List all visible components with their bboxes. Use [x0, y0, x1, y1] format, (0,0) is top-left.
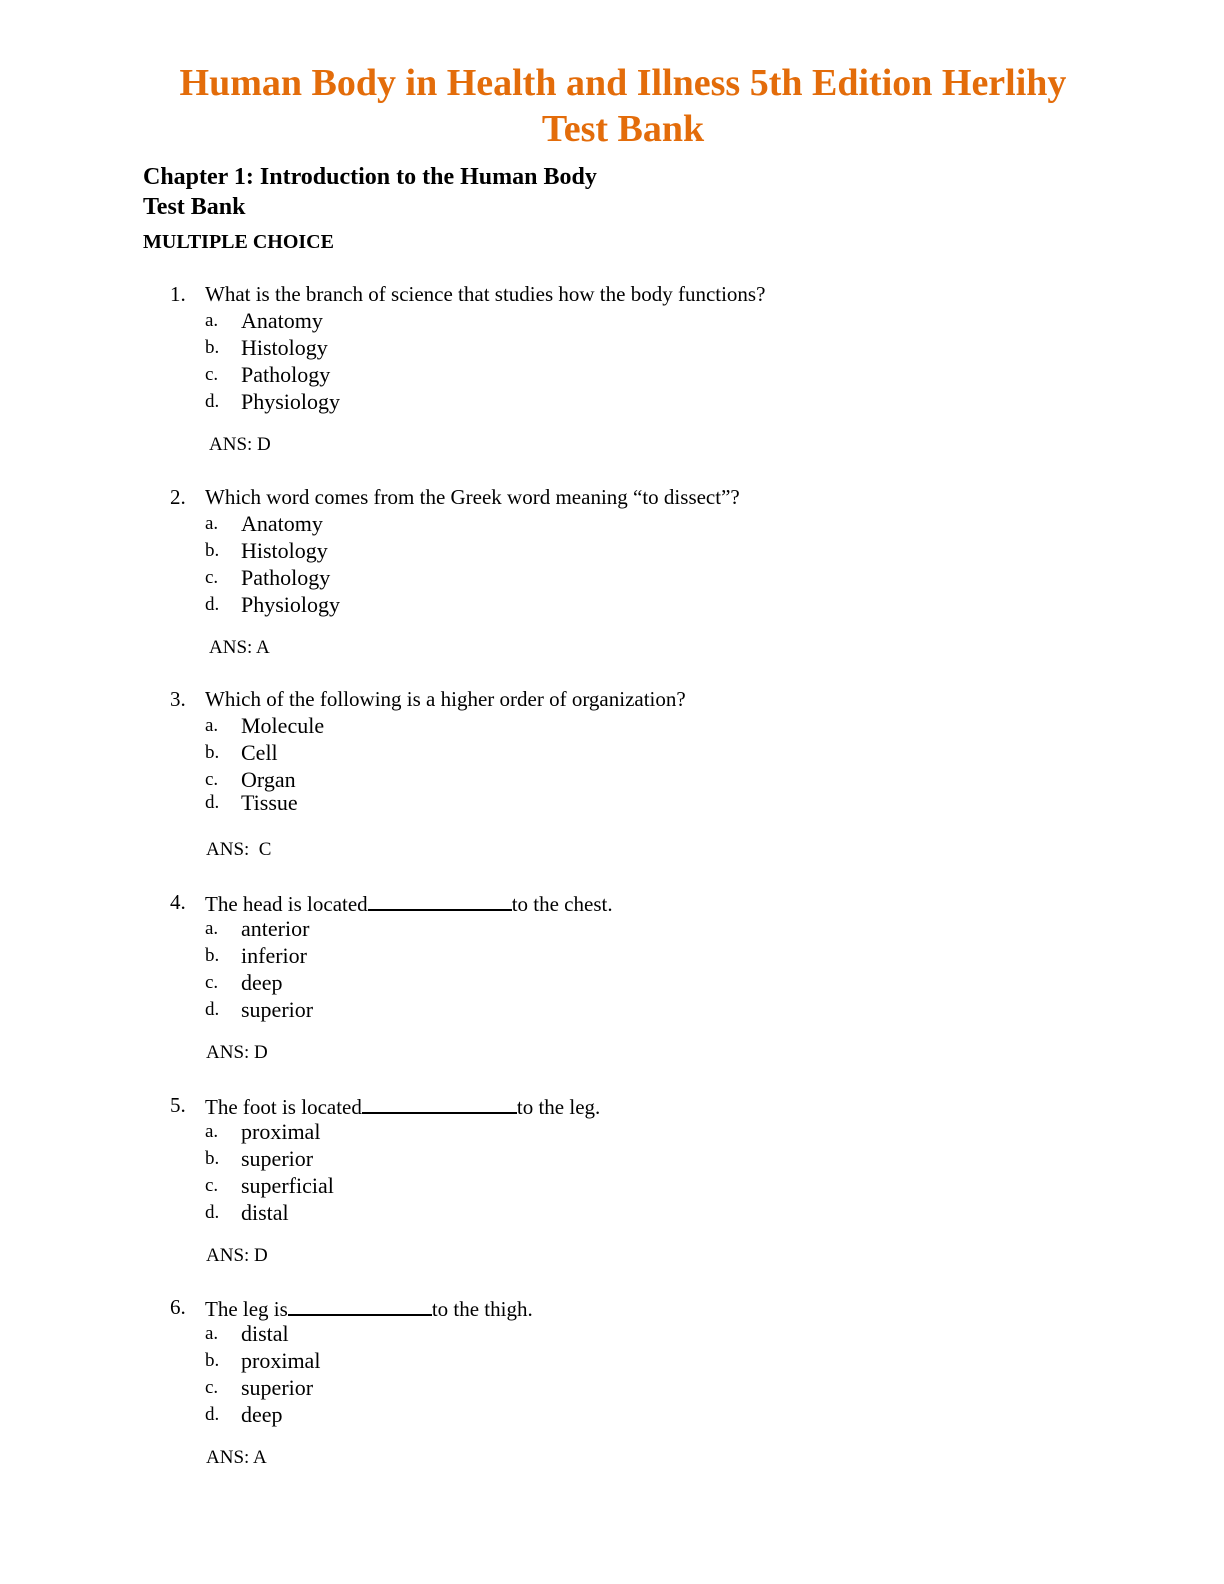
question-number: 5.: [170, 1093, 186, 1117]
fill-in-blank: [362, 1092, 517, 1114]
document-title: [100, 60, 1146, 152]
option-letter: a.: [205, 1323, 219, 1344]
option-text: proximal: [241, 1119, 321, 1144]
option-text: distal: [241, 1321, 289, 1346]
option-letter: a.: [205, 310, 219, 331]
option-letter: c.: [205, 1175, 219, 1196]
question-stem: Which word comes from the Greek word meaning “to dissect”?: [205, 485, 740, 509]
option-text: Anatomy: [241, 308, 323, 333]
answer-key: ANS: A: [206, 1447, 267, 1468]
option-letter: c.: [205, 364, 219, 385]
option-text: distal: [241, 1200, 289, 1225]
option-text: superficial: [241, 1173, 334, 1198]
option-text: Molecule: [241, 713, 325, 738]
option-text: superior: [241, 1146, 314, 1171]
option-letter: b.: [205, 945, 220, 966]
question-stem-after: to the chest.: [511, 892, 613, 916]
option-letter: b.: [205, 337, 220, 358]
option-text: Pathology: [241, 362, 331, 387]
option-text: Histology: [241, 335, 328, 360]
chapter-subtitle: Test Bank: [143, 194, 246, 220]
option-text: superior: [241, 1375, 314, 1400]
option-letter: c.: [205, 972, 219, 993]
answer-key: ANS: C: [206, 839, 272, 860]
question-stem-before: The leg is: [205, 1297, 288, 1321]
option-letter: d.: [205, 594, 220, 615]
question-number: 3.: [170, 687, 186, 711]
option-letter: d.: [205, 792, 220, 813]
option-letter: c.: [205, 769, 219, 790]
option-letter: a.: [205, 513, 219, 534]
option-letter: a.: [205, 715, 219, 736]
answer-key: ANS: A: [209, 637, 270, 658]
option-text: deep: [241, 1402, 283, 1427]
option-text: superior: [241, 997, 314, 1022]
answer-key: ANS: D: [206, 1042, 268, 1063]
question-stem-before: The head is located: [205, 892, 368, 916]
option-letter: b.: [205, 742, 220, 763]
chapter-heading: [143, 162, 597, 222]
fill-in-blank: [368, 889, 512, 911]
question-stem-before: The foot is located: [205, 1095, 362, 1119]
answer-key: ANS: D: [209, 434, 271, 455]
chapter-title: Chapter 1: Introduction to the Human Body: [143, 164, 597, 190]
question-number: 1.: [170, 282, 186, 306]
option-text: Histology: [241, 538, 328, 563]
option-text: Cell: [241, 740, 278, 765]
option-letter: d.: [205, 1404, 220, 1425]
option-letter: b.: [205, 1148, 220, 1169]
question-number: 6.: [170, 1295, 186, 1319]
option-text: proximal: [241, 1348, 321, 1373]
option-text: Physiology: [241, 592, 341, 617]
title-line-1: Human Body in Health and Illness 5th Edition Herlihy: [179, 62, 1067, 104]
option-text: deep: [241, 970, 283, 995]
fill-in-blank: [288, 1294, 432, 1316]
option-text: Physiology: [241, 389, 341, 414]
question-stem: What is the branch of science that studies how the body functions?: [205, 282, 766, 306]
option-text: Tissue: [241, 790, 298, 815]
option-letter: d.: [205, 1202, 220, 1223]
title-line-2: Test Bank: [541, 108, 705, 150]
question-stem: Which of the following is a higher order of organization?: [205, 687, 686, 711]
option-text: Anatomy: [241, 511, 323, 536]
option-letter: c.: [205, 1377, 219, 1398]
option-letter: d.: [205, 391, 220, 412]
question-stem: [205, 1092, 600, 1120]
question-stem-after: to the leg.: [516, 1095, 601, 1119]
answer-key: ANS: D: [206, 1245, 268, 1266]
option-letter: a.: [205, 918, 219, 939]
option-letter: c.: [205, 567, 219, 588]
option-letter: b.: [205, 540, 220, 561]
question-stem: [205, 889, 613, 917]
section-heading: MULTIPLE CHOICE: [143, 231, 334, 253]
option-text: inferior: [241, 943, 307, 968]
question-stem-after: to the thigh.: [431, 1297, 533, 1321]
option-letter: d.: [205, 999, 220, 1020]
option-letter: a.: [205, 1121, 219, 1142]
option-letter: b.: [205, 1350, 220, 1371]
option-text: anterior: [241, 916, 310, 941]
option-text: Pathology: [241, 565, 331, 590]
question-number: 4.: [170, 890, 186, 914]
question-stem: [205, 1294, 533, 1322]
option-text: Organ: [241, 767, 296, 792]
question-number: 2.: [170, 485, 186, 509]
